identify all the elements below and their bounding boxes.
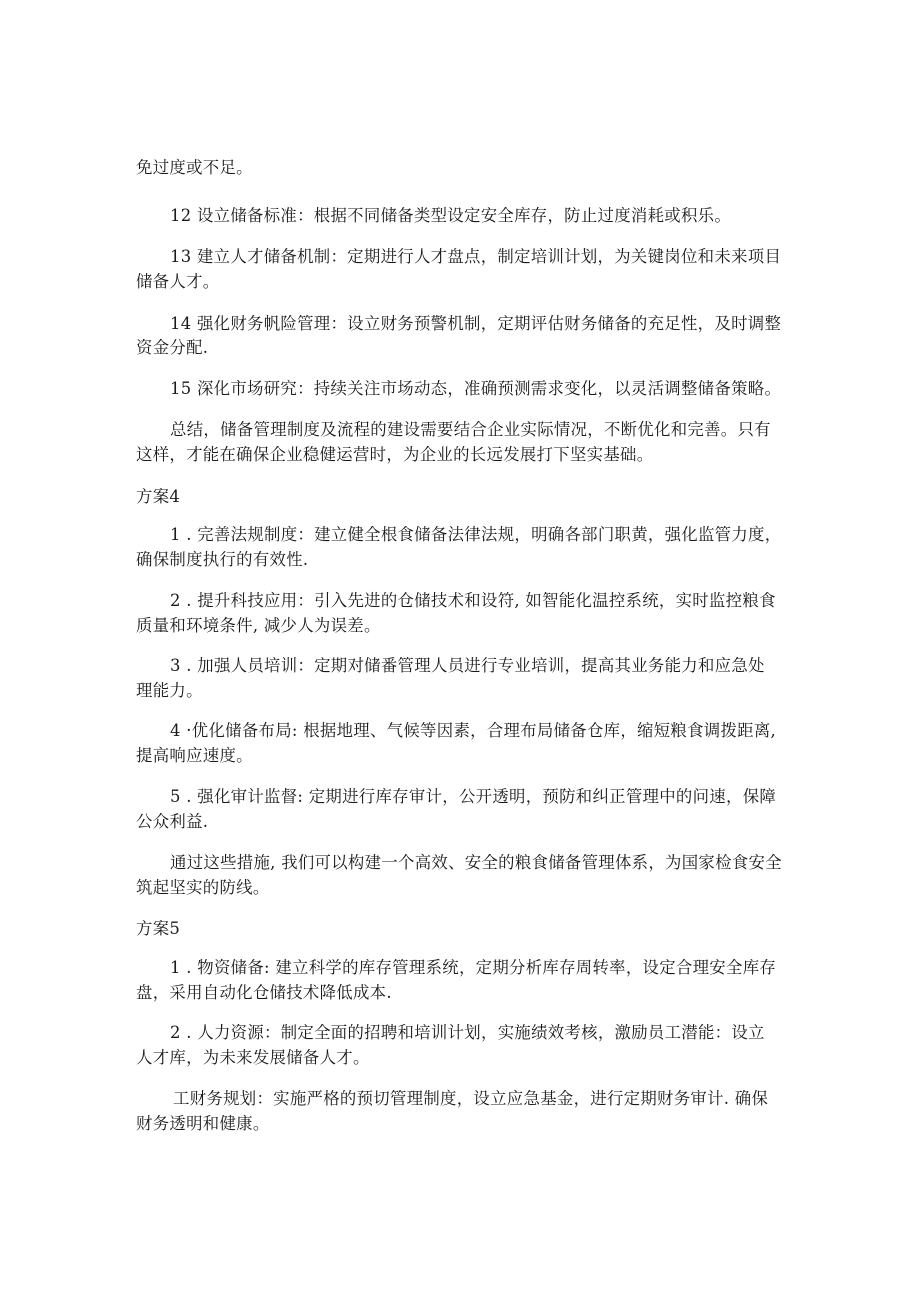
paragraph-line: 通过这些措施, 我们可以构建一个高效、安全的粮食储备管理体系，为国家检食安全 [170,853,782,872]
paragraph-line: 5 . 强化审计监督: 定期进行库存审计，公开透明，预防和纠正管理中的问速，保障 [170,787,777,806]
section-heading: 方案5 [136,919,181,938]
paragraph-line: 3 . 加强人员培训：定期对储番管理人员进行专业培训，提高其业务能力和应急处 [170,656,765,675]
paragraph-line: 盘，采用自动化仓储技术降低成本. [136,983,392,1002]
paragraph-line: 工财务规划：实施严格的预切管理制度，设立应急基金，进行定期财务审计. 确保 [173,1089,769,1108]
paragraph-line: 2 . 提升科技应用：引入先进的仓储技术和设符, 如智能化温控系统，实时监控粮食 [170,591,776,610]
paragraph-line: 12 设立储备标准：根据不同储备类型设定安全库存，防止过度消耗或积乐。 [170,206,732,225]
paragraph-line: 储备人才。 [136,272,220,291]
paragraph-line: 1 . 完善法规制度：建立健全根食储备法律法规，明确各部门职黄，强化监管力度， [170,525,782,544]
paragraph-line: 总结，储备管理制度及流程的建设需要结合企业实际情况，不断优化和完善。只有 [170,420,771,439]
paragraph-line: 免过度或不足。 [136,158,253,177]
paragraph-line: 公众利益. [136,812,209,831]
section-heading: 方案4 [136,487,181,506]
paragraph-line: 质量和环境条件, 减少人为误差。 [136,616,381,635]
paragraph-line: 筑起坚实的防线。 [136,878,270,897]
paragraph-line: 财务透明和健康。 [136,1114,270,1133]
paragraph-line: 确保制度执行的有效性. [136,550,309,569]
paragraph-line: 人才库，为未来发展储备人才。 [136,1048,370,1067]
paragraph-line: 15 深化市场研究：持续关注市场动态，准确预测需求变化，以灵活调整储备策略。 [170,379,782,398]
paragraph-line: 4 ·优化储备布局: 根据地理、气候等因素，合理布局储备仓库，缩短粮食调拨距离, [170,721,777,740]
paragraph-line: 14 强化财务帆险管理：设立财务预警机制，定期评估财务储备的充足性，及时调整 [170,314,782,333]
paragraph-line: 资金分配. [136,338,209,357]
paragraph-line: 提高响应速度。 [136,746,253,765]
paragraph-line: 理能力。 [136,681,203,700]
paragraph-line: 1 . 物资储备: 建立科学的库存管理系统，定期分析库存周转率，设定合理安全库存 [170,958,777,977]
paragraph-line: 13 建立人才储备机制：定期进行人才盘点，制定培训计划，为关键岗位和未来项目 [170,247,782,266]
paragraph-line: 2 . 人力资源：制定全面的招聘和培训计划，实施绩效考核，激励员工潜能：设立 [170,1023,765,1042]
paragraph-line: 这样，才能在确保企业稳健运营时，为企业的长远发展打下坚实基础。 [136,445,654,464]
